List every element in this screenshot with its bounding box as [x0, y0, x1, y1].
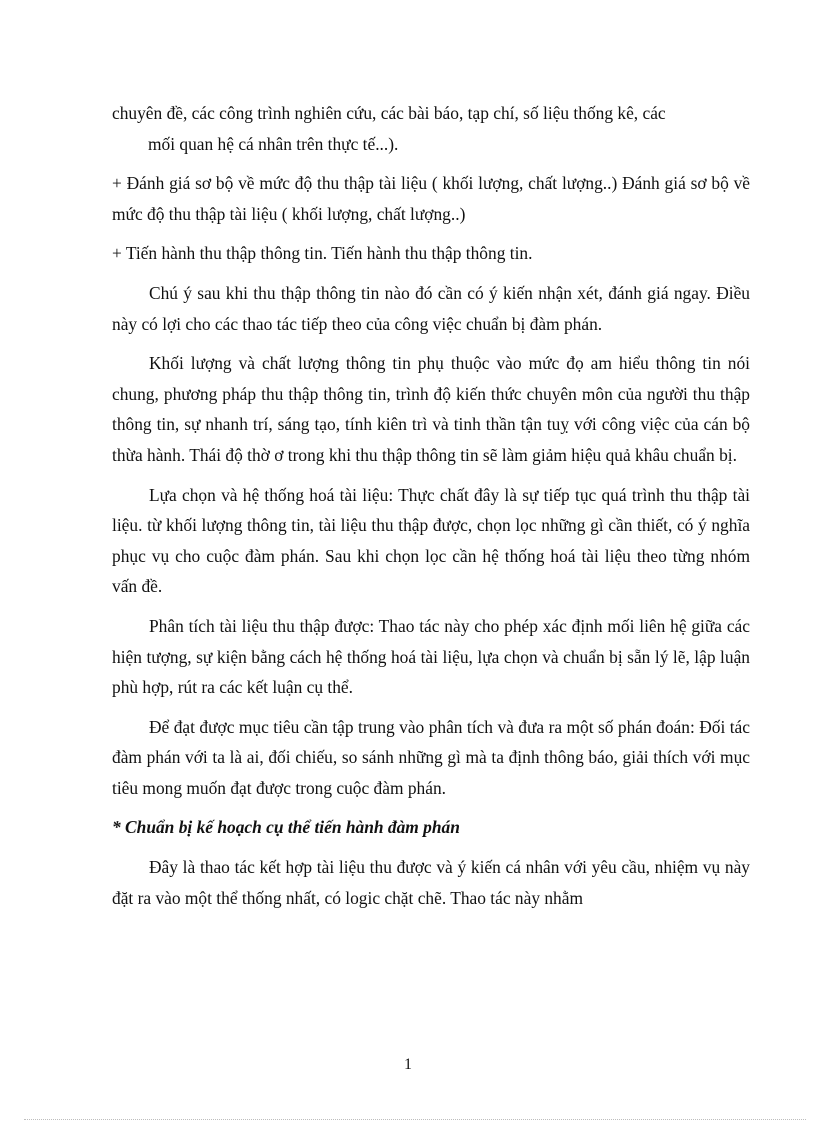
page-bottom-divider: [24, 1119, 806, 1120]
paragraph-plan: Đây là thao tác kết hợp tài liệu thu được và ý kiến cá nhân với yêu cầu, nhiệm vụ này đặt ra vào một thể thống nhất, có logic chặt chẽ. Thao tác này nhằm: [112, 857, 750, 908]
paragraph-continuation: [112, 98, 750, 159]
page-number: 1: [404, 1056, 412, 1073]
paragraph-objectives: Để đạt được mục tiêu cần tập trung vào phân tích và đưa ra một số phán đoán: Đối tác đàm phán với ta là ai, đối chiếu, so sánh những gì mà ta định thông báo, giải thích với mục tiêu mong muốn đạt được trong cuộc đàm phán.: [112, 716, 750, 798]
document-body: [112, 98, 750, 922]
paragraph-line: chuyên đề, các công trình nghiên cứu, các bài báo, tạp chí, số liệu thống kê, các: [112, 103, 666, 123]
section-heading: * Chuẩn bị kế hoạch cụ thể tiến hành đàm phán: [112, 817, 460, 838]
paragraph-analysis: Phân tích tài liệu thu thập được: Thao tác này cho phép xác định mối liên hệ giữa các hiện tượng, sự kiện bằng cách hệ thống hoá tài liệu, lựa chọn và chuẩn bị sẵn lý lẽ, lập luận phù hợp, rút ra các kết luận cụ thể.: [112, 615, 750, 698]
paragraph-line-indented: mối quan hệ cá nhân trên thực tế...).: [148, 133, 399, 154]
paragraph-select-systematize: Lựa chọn và hệ thống hoá tài liệu: Thực chất đây là sự tiếp tục quá trình thu thập tài liệu. từ khối lượng thông tin, tài liệu thu thập được, chọn lọc những gì cần thiết, có ý nghĩa phục vụ cho cuộc đàm phán. Sau khi chọn lọc cần hệ thống hoá tài liệu theo từng nhóm vấn đề.: [112, 484, 750, 597]
bullet-item-collect: + Tiến hành thu thập thông tin. Tiến hành thu thập thông tin.: [112, 243, 533, 264]
paragraph-quantity-quality: Khối lượng và chất lượng thông tin phụ thuộc vào mức đọ am hiểu thông tin nói chung, phương pháp thu thập thông tin, trình độ kiến thức chuyên môn của người thu thập thông tin, sự nhanh trí, sáng tạo, tính kiên trì và tinh thần tận tuỵ với công việc của cán bộ thừa hành. Thái độ thờ ơ trong khi thu thập thông tin sẽ làm giảm hiệu quả khâu chuẩn bị.: [112, 353, 750, 465]
paragraph-note: Chú ý sau khi thu thập thông tin nào đó cần có ý kiến nhận xét, đánh giá ngay. Điều này có lợi cho các thao tác tiếp theo của công việc chuẩn bị đàm phán.: [112, 282, 750, 334]
bullet-item-evaluate: + Đánh giá sơ bộ về mức độ thu thập tài liệu ( khối lượng, chất lượng..) Đánh giá sơ bộ về mức độ thu thập tài liệu ( khối lượng, chất lượng..): [112, 173, 750, 224]
